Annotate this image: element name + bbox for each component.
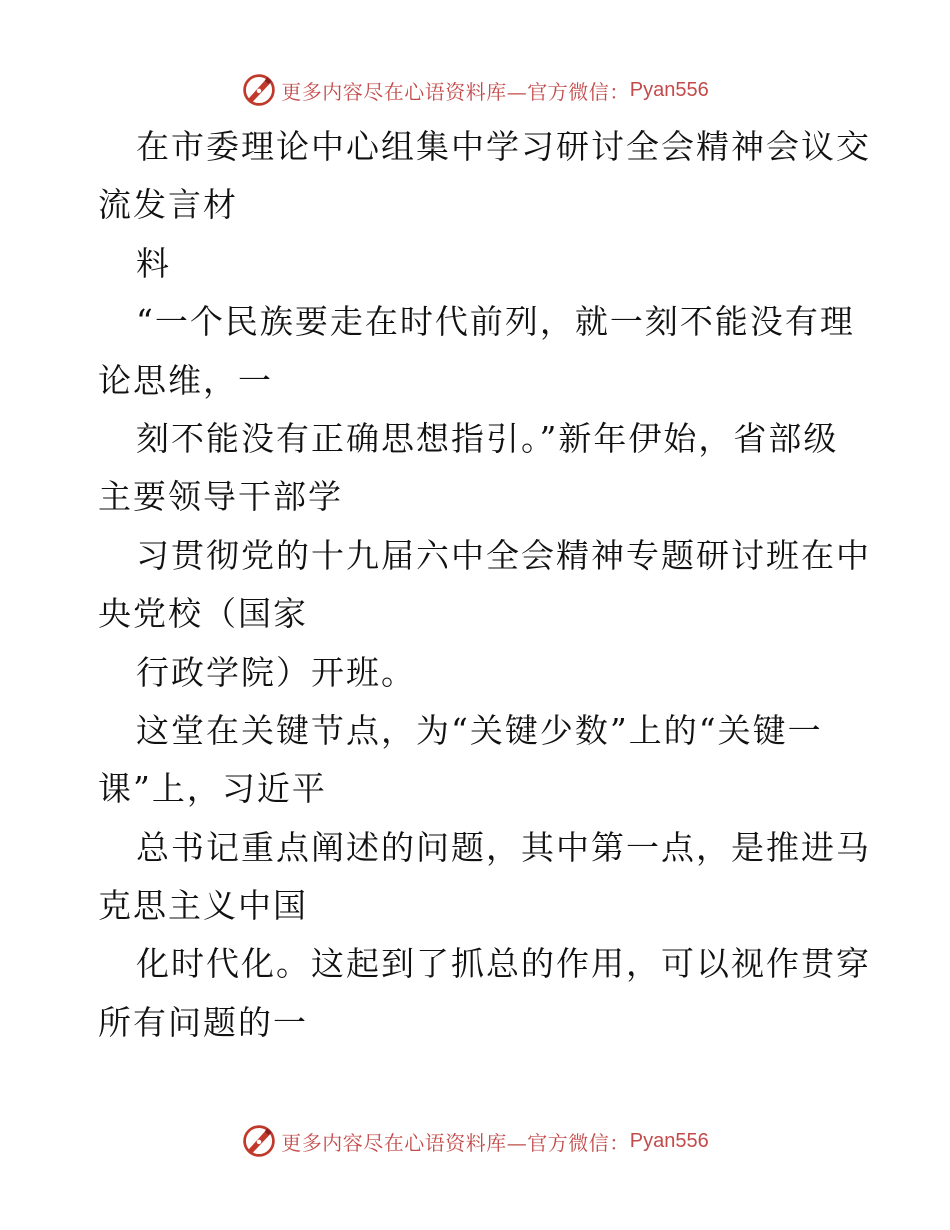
document-line: 论思维，一	[98, 360, 273, 400]
header-wechat-id: Pyan556	[629, 78, 709, 101]
document-line: 主要领导干部学	[98, 477, 343, 517]
document-line: 流发言材	[98, 185, 238, 225]
document-body	[98, 118, 871, 1052]
footer-banner-text: 更多内容尽在心语资料库—官方微信：	[281, 1130, 630, 1155]
document-line: 刻不能没有正确思想指引。”新年伊始，省部级	[136, 418, 839, 458]
document-line: 化时代化。这起到了抓总的作用，可以视作贯穿	[136, 944, 871, 984]
document-line: “一个民族要走在时代前列，就一刻不能没有理	[136, 302, 855, 342]
header-banner-text: 更多内容尽在心语资料库—官方微信：	[281, 79, 630, 104]
document-line: 料	[136, 243, 171, 283]
footer-wechat-id: Pyan556	[629, 1129, 709, 1152]
header-banner	[0, 70, 950, 110]
document-line: 总书记重点阐述的问题，其中第一点，是推进马	[136, 827, 871, 867]
footer-banner	[0, 1121, 950, 1161]
document-line: 央党校（国家	[98, 594, 308, 634]
document-line: 习贯彻党的十九届六中全会精神专题研讨班在中	[136, 535, 871, 575]
document-line: 这堂在关键节点，为“关键少数”上的“关键一	[136, 710, 823, 750]
document-line: 行政学院）开班。	[136, 652, 416, 692]
document-line: 所有问题的一	[98, 1002, 308, 1042]
document-line: 在市委理论中心组集中学习研讨全会精神会议交	[136, 127, 871, 166]
pen-circle-logo-icon	[241, 1123, 277, 1159]
document-line: 克思主义中国	[98, 886, 308, 926]
document-line: 课”上，习近平	[98, 769, 327, 809]
pen-circle-logo-icon	[241, 72, 277, 108]
